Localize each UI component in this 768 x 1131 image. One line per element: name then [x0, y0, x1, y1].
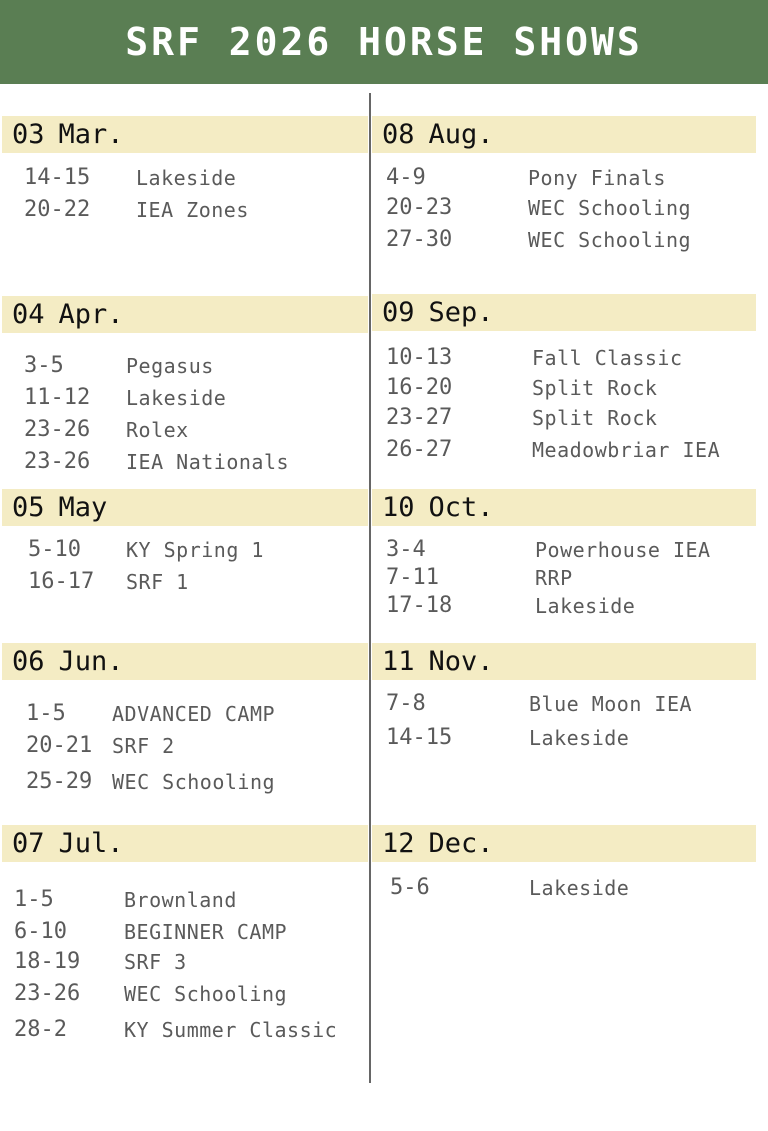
- month-header: [372, 489, 756, 526]
- event-dates: 5-6: [390, 875, 430, 900]
- event-name: KY Spring 1: [126, 538, 264, 562]
- event-dates: 23-27: [386, 405, 453, 430]
- event-dates: 28-2: [14, 1017, 67, 1042]
- event-name: Blue Moon IEA: [529, 692, 693, 716]
- event-dates: 16-20: [386, 375, 453, 400]
- month-number: 06: [12, 646, 45, 677]
- month-name: Apr.: [58, 299, 124, 330]
- month-number: 07: [12, 828, 45, 859]
- event-name: WEC Schooling: [124, 982, 288, 1006]
- event-dates: 25-29: [26, 769, 93, 794]
- month-name: Sep.: [428, 297, 494, 328]
- event-name: Lakeside: [126, 386, 227, 410]
- event-name: Lakeside: [535, 594, 636, 618]
- event-name: IEA Nationals: [126, 450, 290, 474]
- event-dates: 27-30: [386, 227, 453, 252]
- event-name: ADVANCED CAMP: [112, 702, 276, 726]
- month-name: Dec.: [428, 828, 494, 859]
- month-number: 08: [382, 119, 415, 150]
- event-name: WEC Schooling: [112, 770, 276, 794]
- event-name: RRP: [535, 566, 573, 590]
- event-dates: 17-18: [386, 593, 453, 618]
- event-name: KY Summer Classic: [124, 1018, 338, 1042]
- event-name: IEA Zones: [136, 198, 249, 222]
- event-dates: 4-9: [386, 165, 426, 190]
- month-name: May: [58, 492, 108, 523]
- event-name: Brownland: [124, 888, 237, 912]
- event-dates: 3-5: [24, 353, 64, 378]
- event-dates: 5-10: [28, 537, 81, 562]
- month-header: [2, 489, 368, 526]
- month-number: 05: [12, 492, 45, 523]
- event-name: WEC Schooling: [528, 196, 692, 220]
- event-dates: 3-4: [386, 537, 426, 562]
- event-name: Meadowbriar IEA: [532, 438, 721, 462]
- event-dates: 14-15: [24, 165, 91, 190]
- month-name: Nov.: [428, 646, 494, 677]
- event-dates: 23-26: [24, 417, 91, 442]
- month-header: [372, 825, 756, 862]
- month-number: 09: [382, 297, 415, 328]
- event-name: Lakeside: [529, 876, 630, 900]
- month-header: [2, 643, 368, 680]
- event-dates: 23-26: [24, 449, 91, 474]
- event-dates: 1-5: [26, 701, 66, 726]
- event-name: Split Rock: [532, 406, 658, 430]
- event-dates: 23-26: [14, 981, 81, 1006]
- event-dates: 7-8: [386, 691, 426, 716]
- event-dates: 10-13: [386, 345, 453, 370]
- event-dates: 18-19: [14, 949, 81, 974]
- event-name: Pony Finals: [528, 166, 666, 190]
- event-dates: 16-17: [28, 569, 95, 594]
- event-name: Pegasus: [126, 354, 214, 378]
- month-number: 11: [382, 646, 415, 677]
- month-header: [2, 116, 368, 153]
- event-name: Fall Classic: [532, 346, 683, 370]
- event-dates: 1-5: [14, 887, 54, 912]
- event-dates: 20-22: [24, 197, 91, 222]
- title-banner: [0, 0, 768, 84]
- month-name: Jul.: [58, 828, 124, 859]
- month-name: Mar.: [58, 119, 124, 150]
- page-title: SRF 2026 HORSE SHOWS: [125, 20, 643, 64]
- event-name: Split Rock: [532, 376, 658, 400]
- event-name: SRF 3: [124, 950, 187, 974]
- month-number: 03: [12, 119, 45, 150]
- event-dates: 20-23: [386, 195, 453, 220]
- event-name: Lakeside: [529, 726, 630, 750]
- month-name: Oct.: [428, 492, 494, 523]
- month-header: [2, 296, 368, 333]
- event-name: SRF 1: [126, 570, 189, 594]
- event-name: SRF 2: [112, 734, 175, 758]
- event-dates: 14-15: [386, 725, 453, 750]
- month-header: [2, 825, 368, 862]
- event-name: Lakeside: [136, 166, 237, 190]
- month-header: [372, 294, 756, 331]
- event-name: BEGINNER CAMP: [124, 920, 288, 944]
- month-number: 04: [12, 299, 45, 330]
- month-header: [372, 643, 756, 680]
- month-header: [372, 116, 756, 153]
- month-number: 10: [382, 492, 415, 523]
- event-dates: 6-10: [14, 919, 67, 944]
- event-name: Rolex: [126, 418, 189, 442]
- event-dates: 7-11: [386, 565, 439, 590]
- event-dates: 20-21: [26, 733, 93, 758]
- event-dates: 26-27: [386, 437, 453, 462]
- event-dates: 11-12: [24, 385, 91, 410]
- month-name: Jun.: [58, 646, 124, 677]
- column-divider: [369, 93, 371, 1083]
- event-name: WEC Schooling: [528, 228, 692, 252]
- month-name: Aug.: [428, 119, 494, 150]
- event-name: Powerhouse IEA: [535, 538, 711, 562]
- month-number: 12: [382, 828, 415, 859]
